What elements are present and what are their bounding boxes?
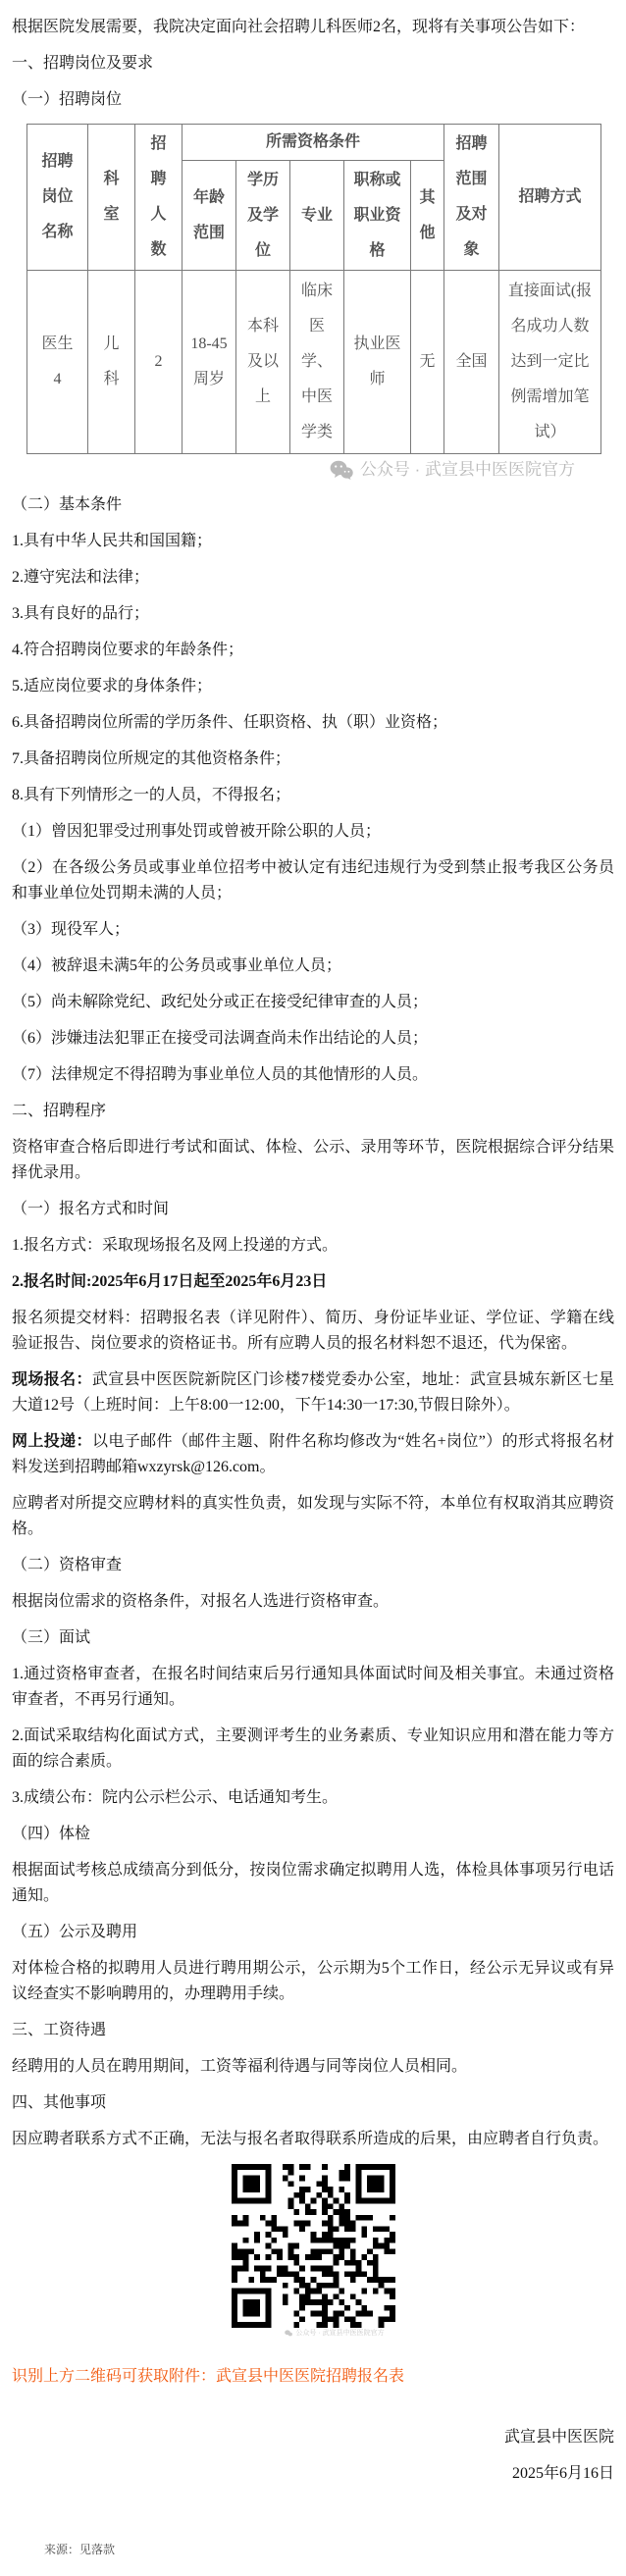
heading-publicity-hiring: （五）公示及聘用 (12, 1924, 138, 1940)
wechat-watermark (12, 458, 575, 482)
publicity-hiring-text: 对体检合格的拟聘用人员进行聘用期公示，公示期为5个工作日，经公示无异议或有异议经查实不影响聘用的，办理聘用手续。 (12, 1960, 614, 2002)
online-submission-text: 以电子邮件（邮件主题、附件名称均修改为“姓名+岗位”）的形式将报名材料发送到招聘邮箱wxzyrsk@126.com。 (12, 1433, 614, 1475)
col-header-scope: 招聘范围及对象 (444, 125, 499, 271)
recruitment-table (26, 124, 601, 454)
col-header-title-cert: 职称或职业资格 (344, 161, 411, 271)
cell-method: 直接面试(报名成功人数达到一定比例需增加笔试） (499, 271, 601, 454)
qr-mini-watermark (253, 2329, 417, 2338)
registration-method: 1.报名方式：采取现场报名及网上投递的方式。 (12, 1237, 339, 1254)
cell-other: 无 (411, 271, 444, 454)
cell-age: 18-45周岁 (183, 271, 236, 454)
registration-materials: 报名须提交材料：招聘报名表（详见附件）、简历、身份证毕业证、学位证、学籍在线验证报告、岗位要求的资格证书。所有应聘人员的报名材料恕不退还，代为保密。 (12, 1310, 614, 1352)
interview-3: 3.成绩公布：院内公示栏公示、电话通知考生。 (12, 1789, 339, 1806)
wechat-icon (330, 460, 353, 480)
col-header-age: 年龄范围 (183, 161, 236, 271)
cell-scope: 全国 (444, 271, 499, 454)
onsite-registration-label: 现场报名： (12, 1371, 92, 1388)
cell-major: 临床医学、中医学类 (290, 271, 344, 454)
heading-interview: （三）面试 (12, 1629, 91, 1646)
cell-department: 儿科 (88, 271, 135, 454)
salary-text: 经聘用的人员在聘用期间，工资等福利待遇与同等岗位人员相同。 (12, 2058, 468, 2075)
heading-section-1: 一、招聘岗位及要求 (12, 55, 154, 72)
heading-basic-conditions: （二）基本条件 (12, 496, 123, 513)
cell-headcount: 2 (135, 271, 183, 454)
other-matters-text: 因应聘者联系方式不正确，无法与报名者取得联系所造成的后果，由应聘者自行负责。 (12, 2131, 609, 2147)
registration-time: 2.报名时间:2025年6月17日起至2025年6月23日 (12, 1273, 328, 1290)
qr-mini-watermark-label: 公众号 · 武宣县中医医院官方 (295, 2330, 385, 2337)
heading-physical-exam: （四）体检 (12, 1826, 91, 1842)
online-submission-label: 网上投递： (12, 1433, 92, 1450)
cell-post-name: 医生4 (27, 271, 88, 454)
col-header-method: 招聘方式 (499, 125, 601, 271)
col-header-education: 学历及学位 (236, 161, 290, 271)
physical-exam-text: 根据面试考核总成绩高分到低分，按岗位需求确定拟聘用人选，体检具体事项另行电话通知。 (12, 1862, 614, 1904)
col-header-post-name: 招聘岗位名称 (27, 125, 88, 271)
heading-registration: （一）报名方式和时间 (12, 1201, 170, 1217)
procedure-intro: 资格审查合格后即进行考试和面试、体检、公示、录用等环节，医院根据综合评分结果择优录用。 (12, 1139, 614, 1181)
heading-section-4: 四、其他事项 (12, 2094, 107, 2111)
interview-2: 2.面试采取结构化面试方式，主要测评考生的业务素质、专业知识应用和潜在能力等方面的综合素质。 (12, 1727, 614, 1770)
heading-section-3: 三、工资待遇 (12, 2022, 107, 2038)
basic-condition-5: 5.适应岗位要求的身体条件； (12, 678, 213, 695)
online-submission (12, 1429, 614, 1480)
col-header-department: 科室 (88, 125, 135, 271)
exclusion-4: （4）被辞退未满5年的公务员或事业单位人员； (12, 957, 342, 974)
basic-condition-2: 2.遵守宪法和法律； (12, 569, 150, 586)
qr-code (232, 2164, 395, 2328)
exclusion-6: （6）涉嫌违法犯罪正在接受司法调查尚未作出结论的人员； (12, 1030, 429, 1047)
wechat-icon (285, 2330, 292, 2337)
col-header-headcount: 招聘人数 (135, 125, 183, 271)
basic-condition-3: 3.具有良好的品行； (12, 605, 150, 622)
col-header-other: 其他 (411, 161, 444, 271)
exclusion-1: （1）曾因犯罪受过刑事处罚或曾被开除公职的人员； (12, 823, 382, 840)
cell-title-cert: 执业医师 (344, 271, 411, 454)
basic-condition-7: 7.具备招聘岗位所规定的其他资格条件； (12, 750, 291, 767)
col-header-qualifications-group: 所需资格条件 (183, 125, 444, 161)
interview-1: 1.通过资格审查者，在报名时间结束后另行通知具体面试时间及相关事宜。未通过资格审查者，不再另行通知。 (12, 1666, 614, 1708)
basic-condition-6: 6.具备招聘岗位所需的学历条件、任职资格、执（职）业资格； (12, 714, 448, 731)
onsite-registration (12, 1367, 614, 1418)
exclusion-7: （7）法律规定不得招聘为事业单位人员的其他情形的人员。 (12, 1066, 429, 1083)
exclusion-2: （2）在各级公务员或事业单位招考中被认定有违纪违规行为受到禁止报考我区公务员和事业单位处罚期未满的人员； (12, 859, 614, 902)
wechat-watermark-label: 公众号 · 武宣县中医医院官方 (359, 460, 575, 479)
attachment-note: 识别上方二维码可获取附件：武宣县中医医院招聘报名表 (12, 2368, 405, 2385)
source-line: 来源：见落款 (44, 2543, 116, 2556)
para-intro: 根据医院发展需要，我院决定面向社会招聘儿科医师2名，现将有关事项公告如下： (12, 19, 586, 35)
authenticity-note: 应聘者对所提交应聘材料的真实性负责，如发现与实际不符，本单位有权取消其应聘资格。 (12, 1495, 614, 1537)
heading-post-list: （一）招聘岗位 (12, 91, 123, 108)
basic-condition-4: 4.符合招聘岗位要求的年龄条件； (12, 642, 244, 658)
heading-qualification-review: （二）资格审查 (12, 1557, 123, 1573)
exclusion-3: （3）现役军人； (12, 921, 130, 938)
col-header-major: 专业 (290, 161, 344, 271)
basic-condition-8: 8.具有下列情形之一的人员，不得报名； (12, 787, 291, 803)
signature-org: 武宣县中医医院 (503, 2429, 614, 2446)
basic-condition-1: 1.具有中华人民共和国国籍； (12, 533, 213, 549)
signature-date: 2025年6月16日 (511, 2465, 614, 2482)
exclusion-5: （5）尚未解除党纪、政纪处分或正在接受纪律审查的人员； (12, 994, 429, 1010)
cell-education: 本科及以上 (236, 271, 290, 454)
qualification-review-text: 根据岗位需求的资格条件，对报名人选进行资格审查。 (12, 1593, 390, 1610)
heading-section-2: 二、招聘程序 (12, 1103, 107, 1119)
table-row (27, 271, 601, 454)
qr-section (232, 2164, 395, 2338)
onsite-registration-text: 武宣县中医医院新院区门诊楼7楼党委办公室，地址：武宣县城东新区七星大道12号（上班时间：上午8:00一12:00，下午14:30一17:30,节假日除外）。 (12, 1371, 614, 1414)
